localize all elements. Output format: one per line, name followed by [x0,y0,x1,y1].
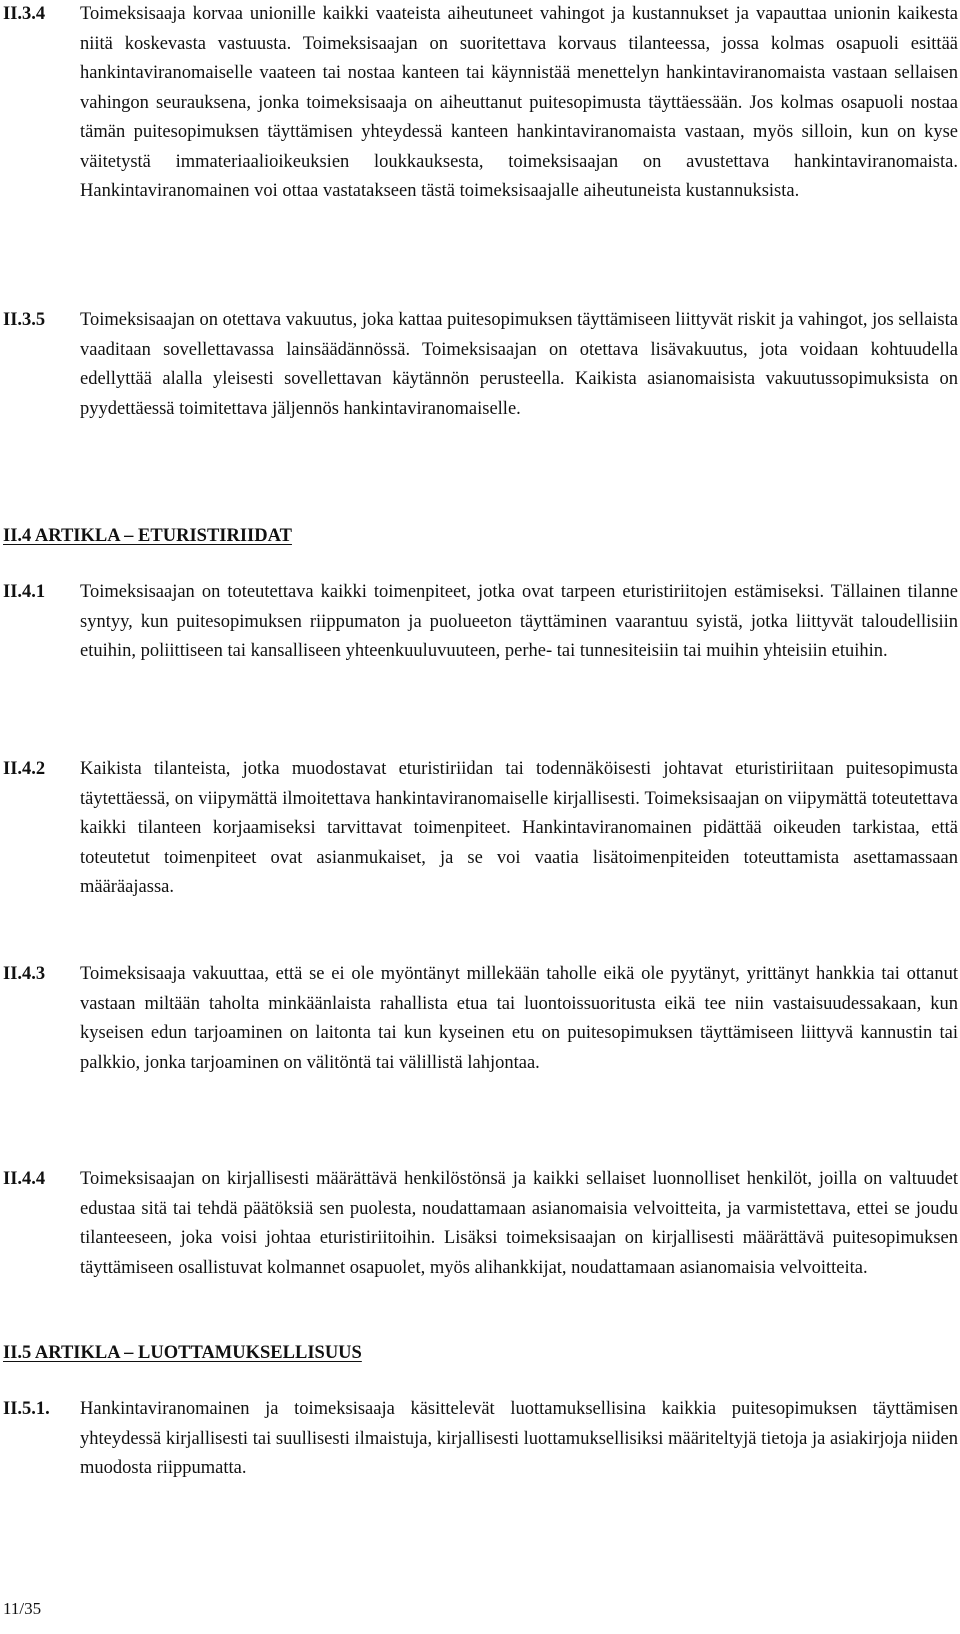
article-heading-luottamuksellisuus: II.5 ARTIKLA – LUOTTAMUKSELLISUUS [3,1343,362,1363]
article-heading-eturistiriidat: II.4 ARTIKLA – ETURISTIRIIDAT [3,526,292,546]
clause-text: Toimeksisaajan on otettava vakuutus, joka kattaa puitesopimuksen täyttämiseen liittyvät riskit ja vahingot, jos sellaista vaaditaan sovellettavassa lainsäädännössä. Toimeksisaajan on otettava lisävakuutus, jota voidaan kohtuudella edellyttää alalla yleisesti sovellettavan käytännön perusteella. Kaikista asianomaisista vakuutussopimuksista on pyydettäessä toimitettava jäljennös hankintaviranomaiselle. [80,310,958,419]
clause-text: Toimeksisaajan on toteutettava kaikki toimenpiteet, jotka ovat tarpeen eturistiriitojen estämiseksi. Tällainen tilanne syntyy, kun puitesopimuksen riippumaton ja puolueeton täyttäminen vaarantuu syistä, jotka liittyvät taloudellisiin etuihin, poliittiseen tai kansalliseen yhteenkuuluvuuteen, perhe- tai tunnesiteisiin tai muihin yhteisiin etuihin. [80,582,958,661]
clause-number: II.5.1. [3,1399,50,1419]
page-number: 11/35 [3,1599,42,1618]
clause-number: II.4.4 [3,1169,46,1189]
clause-text: Toimeksisaajan on kirjallisesti määrättävä henkilöstönsä ja kaikki sellaiset luonnolliset henkilöt, joilla on valtuudet edustaa sitä tai tehdä päätöksiä sen puolesta, noudattamaan asianomaisia velvoitteita, ja varmistettava, ettei se joudu tilanteeseen, joka voisi johtaa eturistiriitoihin. Lisäksi toimeksisaajan on kirjallisesti määrättävä puitesopimuksen täyttämiseen osallistuvat kolmannet osapuolet, myös alihankkijat, noudattamaan asianomaisia velvoitteita. [80,1169,958,1278]
clause-text: Hankintaviranomainen ja toimeksisaaja käsittelevät luottamuksellisina kaikkia puitesopimuksen täyttämisen yhteydessä kirjallisesti tai suullisesti ilmaistuja, kirjallisesti luottamuksellisiksi määriteltyjä tietoja ja asiakirjoja niiden muodosta riippumatta. [80,1399,958,1478]
clause-number: II.4.1 [3,582,46,602]
clause-text: Toimeksisaaja korvaa unionille kaikki vaateista aiheutuneet vahingot ja kustannukset ja vapauttaa unionin kaikesta niitä koskevasta vastuusta. Toimeksisaajan on suoritettava korvaus tilanteessa, jossa kolmas osapuoli esittää hankintaviranomaiselle vaateen tai nostaa kanteen tai käynnistää menettelyn hankintaviranomaista vastaan sellaisen vahingon seurauksena, jonka toimeksisaaja on aiheuttanut puitesopimusta täyttäessään. Jos kolmas osapuoli nostaa tämän puitesopimuksen täyttämisen yhteydessä kanteen hankintaviranomaista vastaan, myös silloin, kun on kyse väitetystä immateriaalioikeuksien loukkauksesta, toimeksisaajan on avustettava hankintaviranomaista. Hankintaviranomainen voi ottaa vastatakseen tästä toimeksisaajalle aiheutuneista kustannuksista. [80,4,958,201]
clause-number: II.3.5 [3,310,46,330]
clause-II-4-2 [0,755,958,903]
clause-II-3-5 [0,306,958,424]
clause-II-5-1 [0,1395,958,1484]
clause-II-4-3 [0,960,958,1078]
clause-number: II.4.2 [3,759,46,779]
clause-text: Toimeksisaaja vakuuttaa, että se ei ole myöntänyt millekään taholle eikä ole pyytänyt, yrittänyt hankkia tai ottanut vastaan miltään taholta minkäänlaista rahallista etua tai luontoissuoritusta eikä tee niin vastaisuudessakaan, kun kyseisen edun tarjoaminen on laitonta tai kun kyseinen etu on puitesopimuksen täyttämiseen liittyvä kannustin tai palkkio, jonka tarjoaminen on välitöntä tai välillistä lahjontaa. [80,964,958,1073]
clause-II-4-4 [0,1165,958,1283]
clause-text: Kaikista tilanteista, jotka muodostavat eturistiriidan tai todennäköisesti johtavat eturistiriitaan puitesopimusta täytettäessä, on viipymättä ilmoitettava hankintaviranomaiselle kirjallisesti. Toimeksisaajan on viipymättä toteutettava kaikki tilanteen korjaamiseksi tarvittavat toimenpiteet. Hankintaviranomainen pidättää oikeuden tarkistaa, että toteutetut toimenpiteet ovat asianmukaiset, ja se voi vaatia lisätoimenpiteiden toteuttamista asettamassaan määräajassa. [80,759,958,897]
clause-number: II.3.4 [3,4,46,24]
clause-II-3-4 [0,0,958,207]
clause-II-4-1 [0,578,958,667]
clause-number: II.4.3 [3,964,46,984]
